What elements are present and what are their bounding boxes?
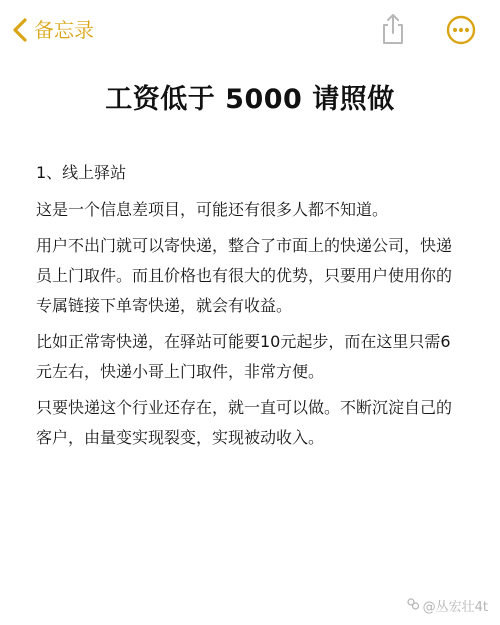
watermark-text: @丛宏壮4t [422,600,488,615]
note-body[interactable] [36,158,466,459]
note-paragraph: 这是一个信息差项目，可能还有很多人都不知道。 [36,200,389,219]
note-paragraph: 只要快递这个行业还存在，就一直可以做。不断沉淀自己的客户，由量变实现裂变，实现被动收入。 [36,398,453,447]
note-paragraph: 用户不出门就可以寄快递，整合了市面上的快递公司，快递员上门取件。而且价格也有很大的优势，只要用户使用你的专属链接下单寄快递，就会有收益。 [36,236,453,315]
more-button[interactable] [445,14,477,46]
share-button[interactable] [378,12,408,46]
watermark-icon [406,597,423,615]
note-paragraph: 比如正常寄快递，在驿站可能要10元起步，而在这里只需6元左右，快递小哥上门取件，非常方便。 [36,332,451,381]
back-button[interactable] [12,14,94,46]
more-icon [445,31,477,50]
chevron-left-icon [12,17,28,43]
note-title: 工资低于 5000 请照做 [105,84,395,115]
share-icon [378,31,408,50]
nav-bar [0,0,500,60]
watermark [406,596,488,615]
back-label: 备忘录 [34,18,94,42]
note-paragraph: 1、线上驿站 [36,163,127,182]
